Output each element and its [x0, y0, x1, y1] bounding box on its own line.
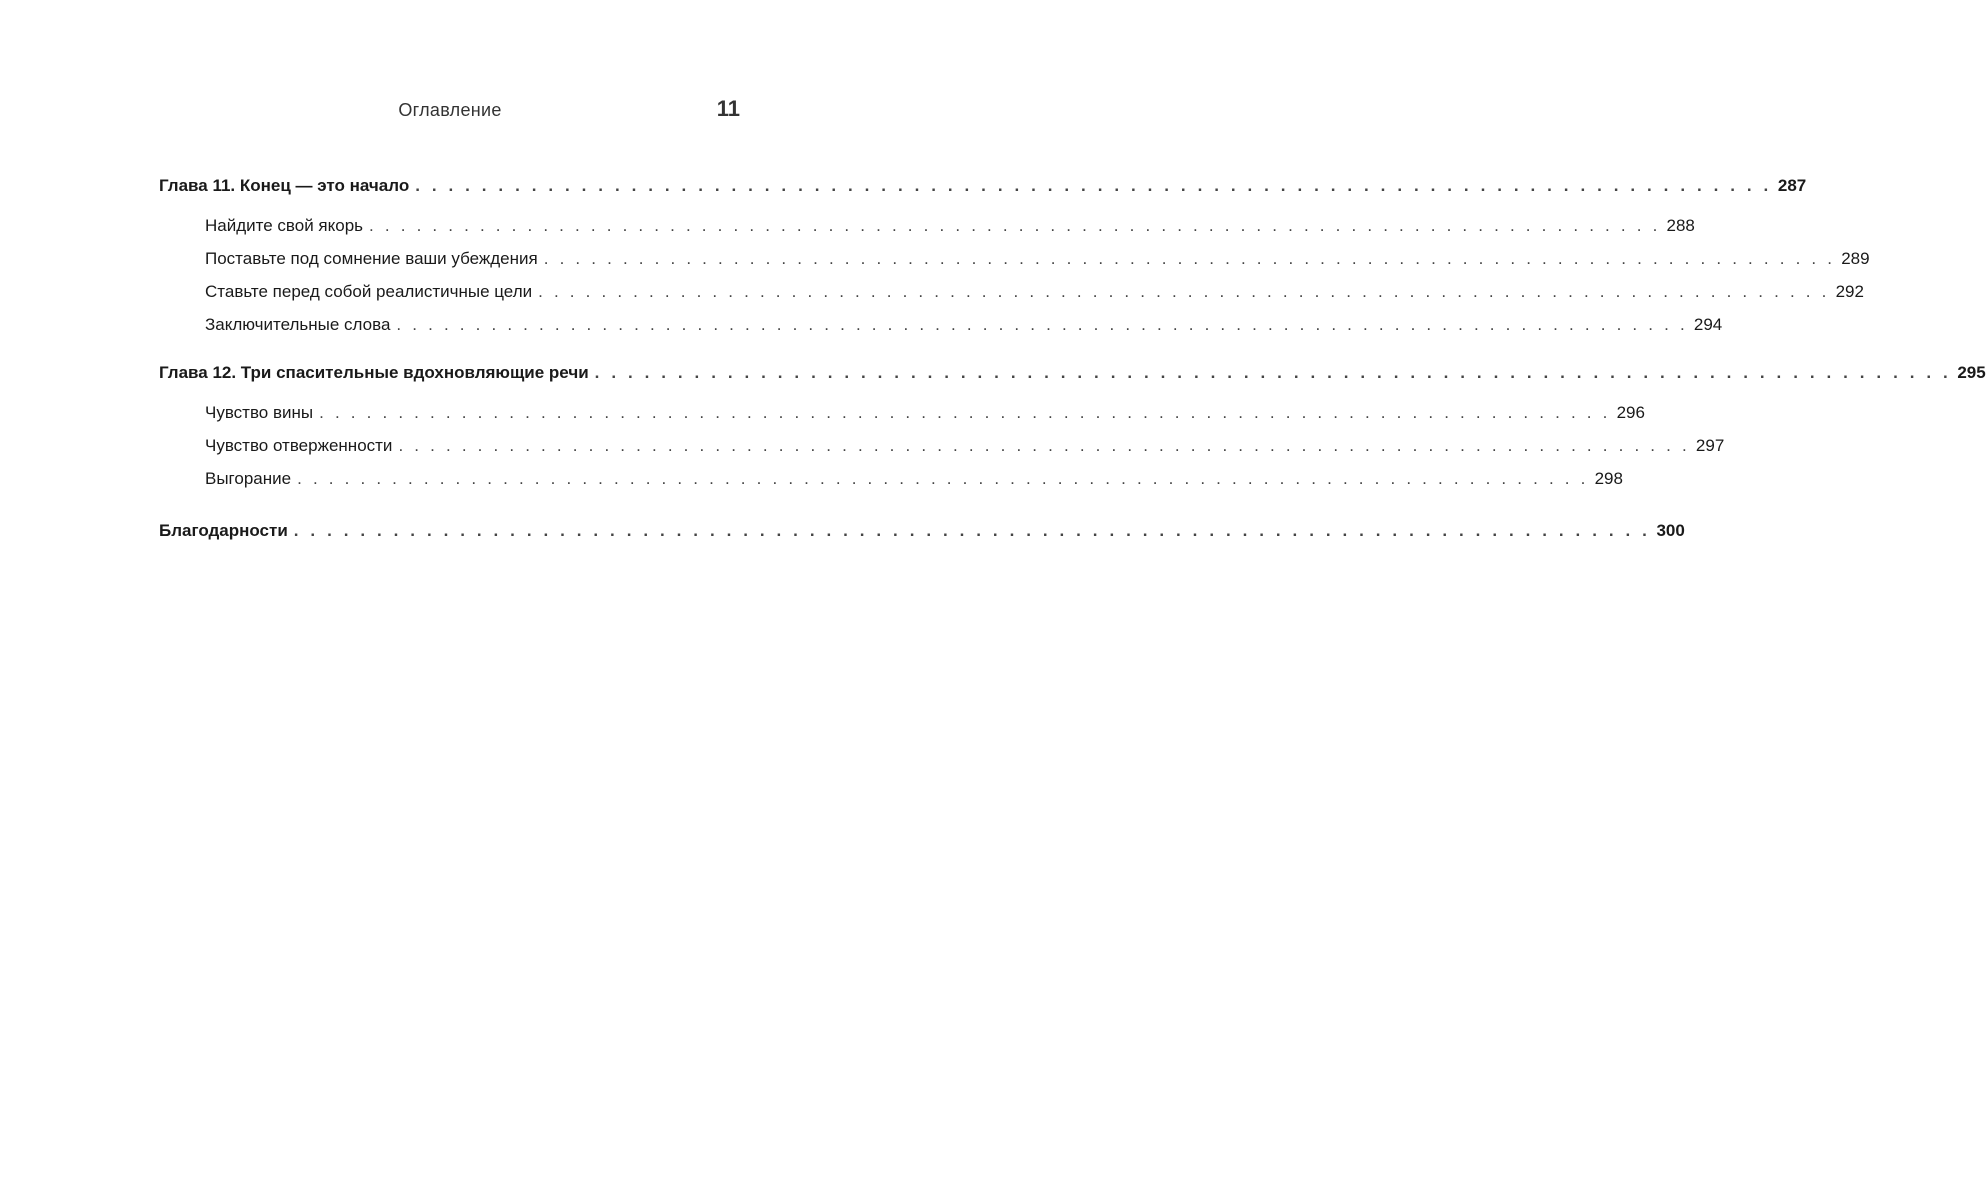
toc-chapter-12 [159, 357, 1986, 389]
toc-section [205, 429, 1725, 462]
running-head [0, 96, 900, 128]
dot-leader: . . . . . . . . . . . . . . . . . . . . . . . . . . . . . . . . . . . . . . . . . . . . . . . . . . . . . . . . . . . . . . . . . . . . . . . . . . . . . . . . . . [538, 282, 1830, 301]
toc-section [205, 242, 1870, 275]
dot-leader: . . . . . . . . . . . . . . . . . . . . . . . . . . . . . . . . . . . . . . . . . . . . . . . . . . . . . . . . . . . . . . . . . . . . . . . . . . . . . . . . . . [369, 216, 1661, 235]
section-title: Чувство отверженности [205, 436, 393, 455]
table-of-contents [159, 170, 1986, 547]
section-page: 294 [1693, 315, 1723, 334]
toc-section [205, 275, 1864, 308]
chapter-title: Благодарности [159, 521, 288, 540]
running-title: Оглавление [398, 100, 502, 120]
section-title: Ставьте перед собой реалистичные цели [205, 282, 533, 301]
page-number: 11 [716, 96, 740, 121]
chapter-title: Глава 12. Три спасительные вдохновляющие речи [159, 363, 589, 382]
section-title: Чувство вины [205, 403, 314, 422]
dot-leader: . . . . . . . . . . . . . . . . . . . . . . . . . . . . . . . . . . . . . . . . . . . . . . . . . . . . . . . . . . . . . . . . . . . . . . . . . . . . . . . . . . [319, 403, 1611, 422]
section-page: 292 [1835, 282, 1864, 301]
toc-section [205, 209, 1695, 242]
chapter-title: Глава 11. Конец — это начало [159, 176, 410, 195]
section-page: 289 [1841, 249, 1870, 268]
toc-section [205, 462, 1623, 495]
dot-leader: . . . . . . . . . . . . . . . . . . . . . . . . . . . . . . . . . . . . . . . . . . . . . . . . . . . . . . . . . . . . . . . . . . . . . . . . . . . . . . . . . . [415, 176, 1772, 195]
dot-leader: . . . . . . . . . . . . . . . . . . . . . . . . . . . . . . . . . . . . . . . . . . . . . . . . . . . . . . . . . . . . . . . . . . . . . . . . . . . . . . . . . . [543, 249, 1836, 268]
chapter-page: 300 [1656, 521, 1685, 540]
section-page: 297 [1695, 436, 1725, 455]
section-page: 296 [1616, 403, 1645, 422]
toc-section [205, 308, 1723, 341]
toc-chapter-acknowledgements [159, 515, 1685, 547]
dot-leader: . . . . . . . . . . . . . . . . . . . . . . . . . . . . . . . . . . . . . . . . . . . . . . . . . . . . . . . . . . . . . . . . . . . . . . . . . . . . . . . . . . [293, 521, 1651, 540]
toc-section [205, 396, 1645, 429]
chapter-page: 287 [1777, 176, 1807, 195]
dot-leader: . . . . . . . . . . . . . . . . . . . . . . . . . . . . . . . . . . . . . . . . . . . . . . . . . . . . . . . . . . . . . . . . . . . . . . . . . . . . . . . . . . [396, 315, 1688, 334]
dot-leader: . . . . . . . . . . . . . . . . . . . . . . . . . . . . . . . . . . . . . . . . . . . . . . . . . . . . . . . . . . . . . . . . . . . . . . . . . . . . . . . . . . [297, 469, 1589, 488]
section-title: Поставьте под сомнение ваши убеждения [205, 249, 538, 268]
section-page: 298 [1594, 469, 1623, 488]
section-title: Выгорание [205, 469, 292, 488]
dot-leader: . . . . . . . . . . . . . . . . . . . . . . . . . . . . . . . . . . . . . . . . . . . . . . . . . . . . . . . . . . . . . . . . . . . . . . . . . . . . . . . . . . [594, 363, 1952, 382]
section-title: Заключительные слова [205, 315, 391, 334]
section-page: 288 [1666, 216, 1695, 235]
section-title: Найдите свой якорь [205, 216, 364, 235]
chapter-page: 295 [1957, 363, 1986, 382]
toc-chapter-11 [159, 170, 1807, 202]
dot-leader: . . . . . . . . . . . . . . . . . . . . . . . . . . . . . . . . . . . . . . . . . . . . . . . . . . . . . . . . . . . . . . . . . . . . . . . . . . . . . . . . . . [398, 436, 1690, 455]
